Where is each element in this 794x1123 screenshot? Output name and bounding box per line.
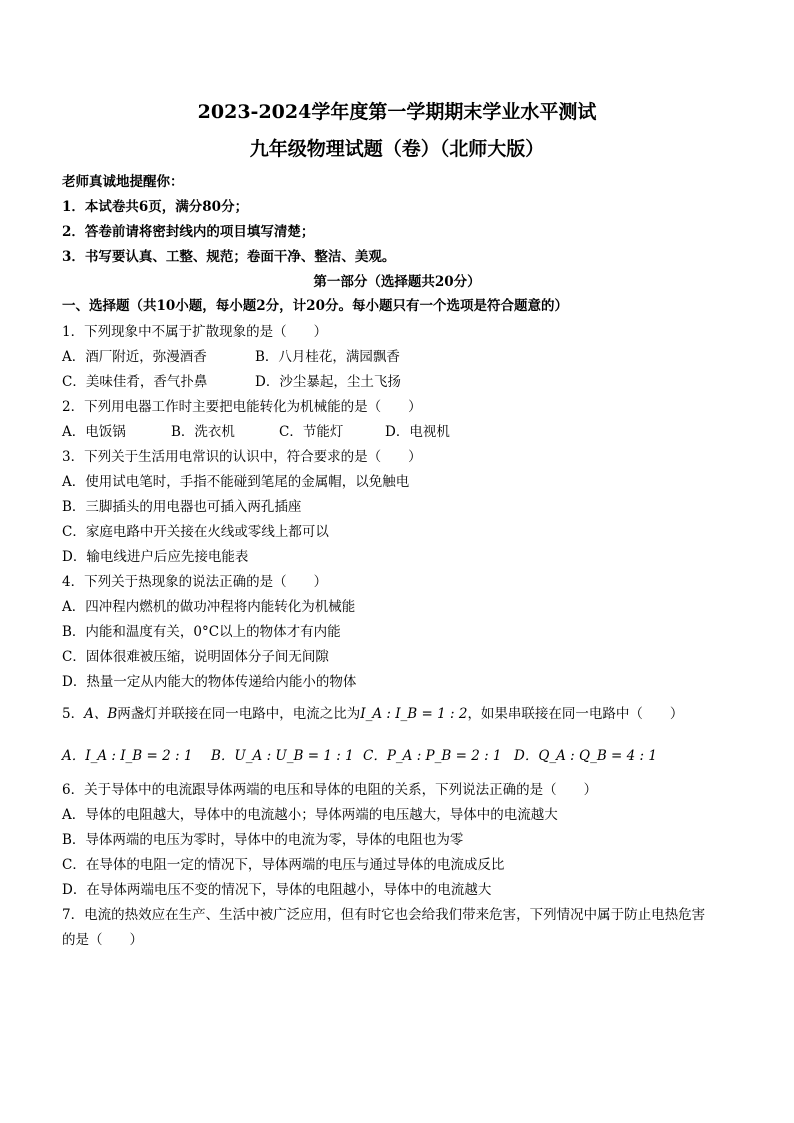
q6-option-d: D．在导体两端电压不变的情况下，导体的电阻越小，导体中的电流越大 [62,882,492,898]
q2-option-c: C．节能灯 [279,424,344,440]
q5-option-c: C．P_A : P_B = 2 : 1 [363,748,502,764]
q1-stem: 1．下列现象中不属于扩散现象的是（ ） [62,324,328,340]
q3-option-d: D．输电线进户后应先接电能表 [62,549,249,565]
q5-stem [62,705,742,723]
part-title: 第一部分（选择题共20分） [313,274,481,290]
notice-item-2: 2．答卷前请将密封线内的项目填写清楚； [62,224,315,240]
q3-option-a: A．使用试电笔时，手指不能碰到笔尾的金属帽，以免触电 [62,474,410,490]
q1-option-d: D．沙尘暴起，尘土飞扬 [255,374,401,390]
q2-option-d: D．电视机 [385,424,450,440]
q2-option-b: B．洗衣机 [171,424,235,440]
q4-option-a: A．四冲程内燃机的做功冲程将内能转化为机械能 [62,599,356,615]
q5-stem-mid: 两盏灯并联接在同一电路中，电流之比为 [117,706,361,722]
q5-lamps: A、B [84,706,118,722]
q4-option-b: B．内能和温度有关，0°C以上的物体才有内能 [62,624,341,640]
q1-option-a: A．酒厂附近，弥漫酒香 [62,349,207,365]
q5-option-a: A．I_A : I_B = 2 : 1 [62,748,193,764]
q1-option-c: C．美味佳肴，香气扑鼻 [62,374,208,390]
q2-option-a: A．电饭锅 [62,424,126,440]
q4-option-d: D．热量一定从内能大的物体传递给内能小的物体 [62,674,357,690]
q5-option-b: B．U_A : U_B = 1 : 1 [211,748,354,764]
q3-stem: 3．下列关于生活用电常识的认识中，符合要求的是（ ） [62,449,422,465]
q6-option-a: A．导体的电阻越大，导体中的电流越小；导体两端的电压越大，导体中的电流越大 [62,807,558,823]
q7-stem-line1: 7．电流的热效应在生产、生活中被广泛应用，但有时它也会给我们带来危害，下列情况中属于防止电热危害 [62,907,706,923]
q6-stem: 6．关于导体中的电流跟导体两端的电压和导体的电阻的关系，下列说法正确的是（ ） [62,782,598,798]
q5-number: 5． [62,706,85,722]
notice-heading: 老师真诚地提醒你： [62,174,184,190]
q5-option-d: D．Q_A : Q_B = 4 : 1 [514,748,657,764]
notice-item-1: 1．本试卷共6页，满分80分； [62,199,249,215]
q6-option-c: C．在导体的电阻一定的情况下，导体两端的电压与通过导体的电流成反比 [62,857,505,873]
q3-option-c: C．家庭电路中开关接在火线或零线上都可以 [62,524,329,540]
notice-item-3: 3．书写要认真、工整、规范；卷面干净、整洁、美观。 [62,249,396,265]
exam-subtitle: 九年级物理试题（卷）（北师大版） [249,138,545,160]
q3-option-b: B．三脚插头的用电器也可插入两孔插座 [62,499,302,515]
q5-ratio: I_A : I_B = 1 : 2 [360,706,468,722]
q1-option-b: B．八月桂花，满园飘香 [255,349,400,365]
section-heading: 一、选择题（共10小题，每小题2分，计20分。每小题只有一个选项是符合题意的） [62,298,568,314]
exam-title: 2023-2024学年度第一学期期末学业水平测试 [197,101,597,123]
q5-stem-suffix: ，如果串联接在同一电路中（ ） [467,706,684,722]
q6-option-b: B．导体两端的电压为零时，导体中的电流为零，导体的电阻也为零 [62,832,464,848]
q4-stem: 4．下列关于热现象的说法正确的是（ ） [62,574,328,590]
q7-stem-line2: 的是（ ） [62,932,143,948]
q4-option-c: C．固体很难被压缩，说明固体分子间无间隙 [62,649,329,665]
q2-stem: 2．下列用电器工作时主要把电能转化为机械能的是（ ） [62,399,422,415]
